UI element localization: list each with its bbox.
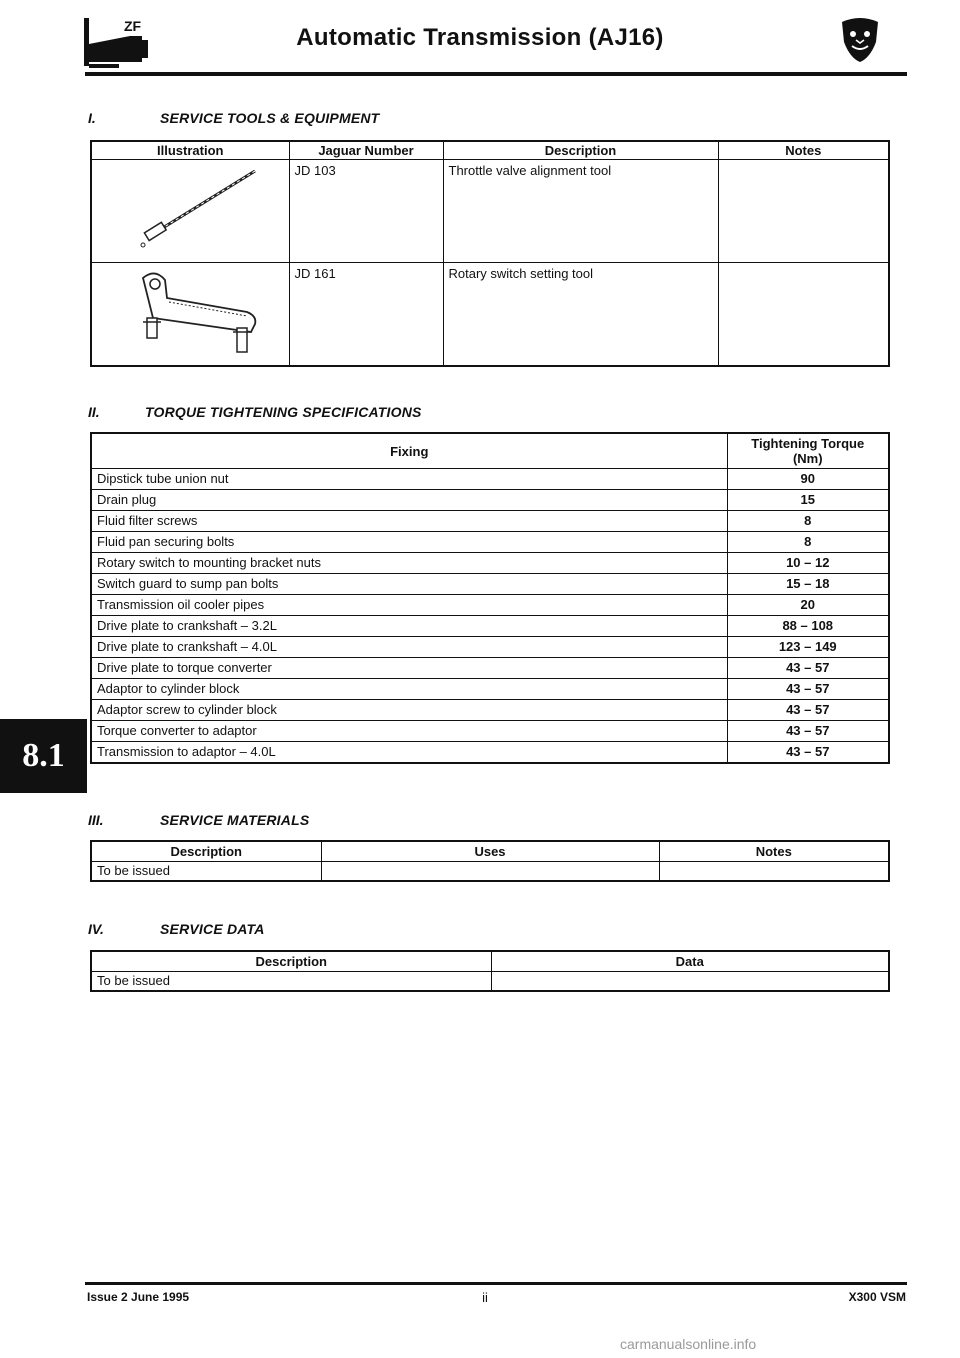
footer-issue-date: Issue 2 June 1995 [87,1290,190,1304]
column-header-description: Description [91,841,321,861]
description-cell: Throttle valve alignment tool [443,159,718,262]
fixing-cell: Adaptor to cylinder block [91,679,727,700]
column-header-tightening-torque [727,433,889,469]
description-cell: Rotary switch setting tool [443,262,718,366]
table-row [91,159,889,262]
torque-value-cell: 20 [727,595,889,616]
table-row [91,616,889,637]
notes-cell [718,262,889,366]
torque-value-cell: 8 [727,532,889,553]
table-row [91,721,889,742]
footer-page-number: ii [482,1290,488,1305]
fixing-cell: Transmission to adaptor – 4.0L [91,742,727,764]
jaguar-number-cell: JD 103 [289,159,443,262]
fixing-cell: Drive plate to crankshaft – 3.2L [91,616,727,637]
table-row [91,532,889,553]
notes-cell [718,159,889,262]
zf-logo [80,14,160,70]
column-header-data: Data [491,951,889,971]
service-materials-table [90,840,890,882]
column-header-notes: Notes [659,841,889,861]
torque-value-cell: 15 [727,490,889,511]
torque-value-cell: 43 – 57 [727,700,889,721]
torque-header-line2: (Nm) [792,451,823,466]
column-header-uses: Uses [321,841,659,861]
torque-value-cell: 123 – 149 [727,637,889,658]
column-header-description: Description [443,141,718,159]
fixing-cell: Fluid pan securing bolts [91,532,727,553]
torque-value-cell: 43 – 57 [727,742,889,764]
section-2-number: II. [88,404,100,420]
torque-value-cell: 43 – 57 [727,658,889,679]
torque-value-cell: 15 – 18 [727,574,889,595]
notes-cell [659,861,889,881]
column-header-fixing: Fixing [91,433,727,469]
torque-value-cell: 43 – 57 [727,721,889,742]
fixing-cell: Adaptor screw to cylinder block [91,700,727,721]
page-title: Automatic Transmission (AJ16) [296,24,664,51]
uses-cell [321,861,659,881]
data-cell [491,971,889,991]
torque-value-cell: 88 – 108 [727,616,889,637]
illustration-cell [91,159,289,262]
service-data-table [90,950,890,992]
jaguar-emblem-icon [838,16,882,64]
section-4-title: SERVICE DATA [160,921,265,937]
table-row [91,700,889,721]
table-row [91,490,889,511]
table-row [91,861,889,881]
table-row [91,637,889,658]
column-header-description: Description [91,951,491,971]
section-3-number: III. [88,812,104,828]
throttle-valve-tool-icon [97,163,283,259]
section-3-title: SERVICE MATERIALS [160,812,310,828]
table-row [91,742,889,764]
description-cell: To be issued [91,971,491,991]
table-row [91,511,889,532]
service-tools-table [90,140,890,367]
torque-value-cell: 43 – 57 [727,679,889,700]
fixing-cell: Drain plug [91,490,727,511]
section-1-number: I. [88,110,96,126]
section-4-number: IV. [88,921,104,937]
jaguar-number-cell: JD 161 [289,262,443,366]
section-tab: 8.1 [0,719,87,793]
column-header-jaguar-number: Jaguar Number [289,141,443,159]
fixing-cell: Drive plate to torque converter [91,658,727,679]
table-row [91,553,889,574]
torque-header-line1: Tightening Torque [751,436,865,451]
fixing-cell: Drive plate to crankshaft – 4.0L [91,637,727,658]
rotary-switch-tool-icon [97,266,283,362]
zf-brand-text: ZF [124,18,142,34]
illustration-cell [91,262,289,366]
torque-value-cell: 8 [727,511,889,532]
fixing-cell: Transmission oil cooler pipes [91,595,727,616]
table-row [91,262,889,366]
section-1-title: SERVICE TOOLS & EQUIPMENT [160,110,380,126]
footer-rule [85,1282,907,1285]
fixing-cell: Rotary switch to mounting bracket nuts [91,553,727,574]
column-header-notes: Notes [718,141,889,159]
table-row [91,469,889,490]
fixing-cell: Switch guard to sump pan bolts [91,574,727,595]
fixing-cell: Fluid filter screws [91,511,727,532]
watermark: carmanualsonline.info [620,1336,757,1352]
column-header-illustration: Illustration [91,141,289,159]
header-rule [85,72,907,76]
torque-value-cell: 90 [727,469,889,490]
torque-value-cell: 10 – 12 [727,553,889,574]
torque-specifications-table [90,432,890,764]
fixing-cell: Torque converter to adaptor [91,721,727,742]
table-row [91,971,889,991]
section-2-title: TORQUE TIGHTENING SPECIFICATIONS [145,404,422,420]
footer-manual-code: X300 VSM [848,1290,906,1304]
table-row [91,679,889,700]
description-cell: To be issued [91,861,321,881]
table-row [91,658,889,679]
table-row [91,595,889,616]
fixing-cell: Dipstick tube union nut [91,469,727,490]
table-row [91,574,889,595]
